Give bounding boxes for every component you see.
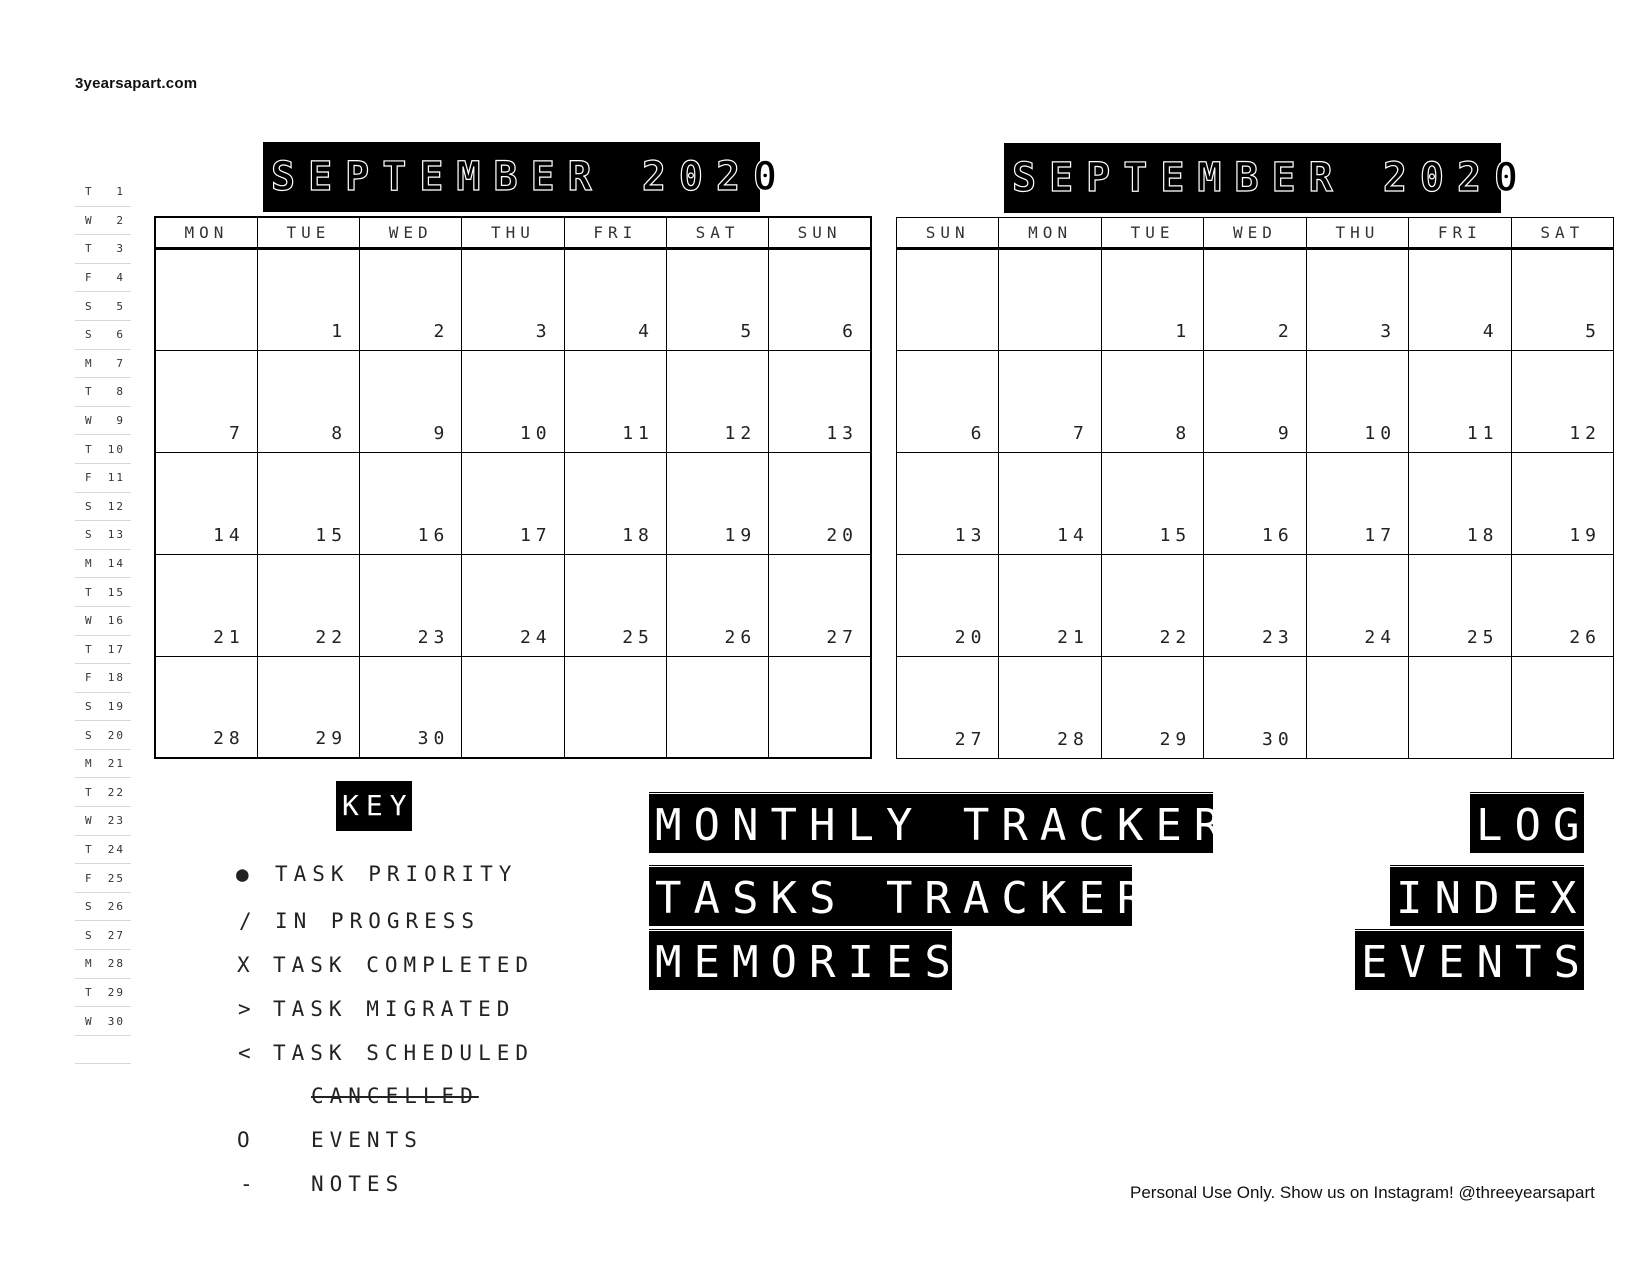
day-strip-date: 28 xyxy=(107,957,125,971)
calendar-day-cell: 9 xyxy=(360,350,462,452)
day-strip-date: 11 xyxy=(107,471,125,485)
key-symbol-progress: / xyxy=(239,909,252,933)
calendar-day-cell: 18 xyxy=(564,452,666,554)
day-strip-weekday: S xyxy=(85,900,92,914)
calendar-day-cell xyxy=(1511,657,1613,759)
weekday-header: SAT xyxy=(666,217,768,248)
calendar-day-cell: 30 xyxy=(360,656,462,758)
day-strip-date: 2 xyxy=(116,213,125,227)
calendar-day-cell xyxy=(1409,657,1511,759)
day-strip-row xyxy=(75,950,131,979)
calendar-day-cell: 21 xyxy=(999,555,1101,657)
day-strip-weekday: F xyxy=(85,671,92,685)
tracker-events: EVENTS xyxy=(1355,928,1584,990)
day-strip-row xyxy=(75,893,131,922)
calendar-day-cell: 23 xyxy=(360,554,462,656)
calendar-day-cell: 16 xyxy=(360,452,462,554)
calendar-day-cell: 11 xyxy=(1409,351,1511,453)
day-strip-row xyxy=(75,750,131,779)
day-strip-weekday: W xyxy=(85,213,92,227)
day-strip-weekday: T xyxy=(85,842,92,856)
calendar-day-cell: 3 xyxy=(462,248,564,350)
calendar-day-cell: 29 xyxy=(1101,657,1203,759)
calendar-week-row xyxy=(155,554,871,656)
key-label-migrated: TASK MIGRATED xyxy=(273,997,516,1021)
weekday-header: WED xyxy=(1204,218,1306,249)
calendar-day-cell: 4 xyxy=(564,248,666,350)
calendar-day-cell: 13 xyxy=(897,453,999,555)
weekday-header: MON xyxy=(155,217,257,248)
day-strip-weekday: W xyxy=(85,614,92,628)
day-strip-row xyxy=(75,979,131,1008)
calendar-day-cell: 11 xyxy=(564,350,666,452)
tracker-tasks: TASKS TRACKER xyxy=(649,864,1132,926)
day-strip-date: 23 xyxy=(107,814,125,828)
day-strip-row xyxy=(75,921,131,950)
day-strip-date: 6 xyxy=(116,328,125,342)
calendar-day-cell: 22 xyxy=(1101,555,1203,657)
day-strip-row xyxy=(75,721,131,750)
calendar-day-cell xyxy=(564,656,666,758)
day-strip-row xyxy=(75,321,131,350)
calendar-day-cell xyxy=(155,248,257,350)
calendar-day-cell: 23 xyxy=(1204,555,1306,657)
day-strip-row xyxy=(75,178,131,207)
day-strip-row xyxy=(75,435,131,464)
day-strip-weekday: M xyxy=(85,957,92,971)
day-strip-row xyxy=(75,1007,131,1036)
calendar-day-cell: 5 xyxy=(666,248,768,350)
day-strip-date: 13 xyxy=(107,528,125,542)
day-strip-date: 25 xyxy=(107,871,125,885)
key-label-priority: TASK PRIORITY xyxy=(275,862,518,886)
calendar-day-cell: 25 xyxy=(564,554,666,656)
weekday-header-row xyxy=(897,218,1614,249)
key-symbol-completed: X xyxy=(237,953,250,977)
weekday-header: TUE xyxy=(257,217,359,248)
calendar-day-cell xyxy=(769,656,871,758)
calendar-day-cell: 21 xyxy=(155,554,257,656)
calendar-day-cell: 2 xyxy=(360,248,462,350)
day-strip-row xyxy=(75,493,131,522)
calendar-day-cell: 12 xyxy=(1511,351,1613,453)
day-strip-row xyxy=(75,778,131,807)
calendar-day-cell: 19 xyxy=(666,452,768,554)
day-strip-row xyxy=(75,607,131,636)
calendar-day-cell: 24 xyxy=(1306,555,1408,657)
day-strip-weekday: M xyxy=(85,757,92,771)
calendar-day-cell: 22 xyxy=(257,554,359,656)
key-label-completed: TASK COMPLETED xyxy=(273,953,535,977)
tracker-monthly: MONTHLY TRACKER xyxy=(649,791,1213,853)
day-strip-date: 29 xyxy=(107,985,125,999)
day-strip-date: 1 xyxy=(116,185,125,199)
calendar-day-cell: 6 xyxy=(769,248,871,350)
day-strip-row xyxy=(75,521,131,550)
day-strip-row xyxy=(75,836,131,865)
calendar-day-cell: 9 xyxy=(1204,351,1306,453)
day-strip-date: 8 xyxy=(116,385,125,399)
day-strip-date: 24 xyxy=(107,842,125,856)
calendar-day-cell xyxy=(462,656,564,758)
weekday-header: FRI xyxy=(564,217,666,248)
calendar-day-cell: 14 xyxy=(155,452,257,554)
day-strip-weekday: T xyxy=(85,242,92,256)
day-strip-row xyxy=(75,207,131,236)
day-strip-date: 30 xyxy=(107,1014,125,1028)
day-strip-date: 9 xyxy=(116,414,125,428)
weekday-header: WED xyxy=(360,217,462,248)
calendar-day-cell: 7 xyxy=(155,350,257,452)
day-strip-row xyxy=(75,235,131,264)
day-strip-date: 7 xyxy=(116,356,125,370)
day-strip-weekday: F xyxy=(85,471,92,485)
day-strip-date: 12 xyxy=(107,499,125,513)
footer-note: Personal Use Only. Show us on Instagram! @threeyearsapart xyxy=(1130,1183,1595,1202)
calendar-day-cell: 10 xyxy=(462,350,564,452)
day-strip-row xyxy=(75,264,131,293)
calendar-week-row xyxy=(155,350,871,452)
key-label-events: EVENTS xyxy=(311,1128,423,1152)
weekday-header: SAT xyxy=(1511,218,1613,249)
day-strip-weekday: M xyxy=(85,557,92,571)
day-strip-blank-row xyxy=(75,1036,131,1064)
calendar-week-row xyxy=(155,248,871,350)
calendar-week-row xyxy=(897,351,1614,453)
calendar-day-cell: 13 xyxy=(769,350,871,452)
calendar-day-cell: 19 xyxy=(1511,453,1613,555)
calendar-day-cell: 3 xyxy=(1306,249,1408,351)
calendar-day-cell: 5 xyxy=(1511,249,1613,351)
calendar-day-cell: 1 xyxy=(1101,249,1203,351)
day-strip-row xyxy=(75,378,131,407)
calendar-week-row xyxy=(897,555,1614,657)
calendar-day-cell: 16 xyxy=(1204,453,1306,555)
key-label-scheduled: TASK SCHEDULED xyxy=(273,1041,535,1065)
key-label-cancelled: CANCELLED xyxy=(311,1084,479,1108)
calendar-day-cell: 2 xyxy=(1204,249,1306,351)
day-strip-weekday: T xyxy=(85,385,92,399)
calendar-day-cell: 4 xyxy=(1409,249,1511,351)
calendar-day-cell: 7 xyxy=(999,351,1101,453)
day-strip-row xyxy=(75,664,131,693)
calendar-day-cell: 28 xyxy=(999,657,1101,759)
weekday-header: THU xyxy=(1306,218,1408,249)
day-strip-row xyxy=(75,864,131,893)
day-strip-date: 18 xyxy=(107,671,125,685)
day-strip-weekday: W xyxy=(85,1014,92,1028)
calendar-week-row xyxy=(155,452,871,554)
weekday-header: TUE xyxy=(1101,218,1203,249)
calendar-day-cell xyxy=(897,249,999,351)
calendar-day-cell: 17 xyxy=(462,452,564,554)
calendar-day-cell: 14 xyxy=(999,453,1101,555)
calendar-left-title: SEPTEMBER 2020 xyxy=(263,142,760,212)
calendar-day-cell xyxy=(999,249,1101,351)
key-symbol-priority: ● xyxy=(236,862,249,886)
key-label-notes: NOTES xyxy=(311,1172,405,1196)
key-symbol-notes: - xyxy=(240,1172,253,1196)
calendar-right xyxy=(896,217,1614,759)
calendar-left xyxy=(154,216,872,759)
day-strip-row xyxy=(75,292,131,321)
calendar-day-cell: 25 xyxy=(1409,555,1511,657)
calendar-day-cell: 18 xyxy=(1409,453,1511,555)
calendar-day-cell: 20 xyxy=(769,452,871,554)
day-strip-date: 14 xyxy=(107,557,125,571)
calendar-day-cell: 26 xyxy=(1511,555,1613,657)
calendar-day-cell xyxy=(1306,657,1408,759)
day-strip-weekday: W xyxy=(85,814,92,828)
day-strip-row xyxy=(75,807,131,836)
day-strip-date: 4 xyxy=(116,271,125,285)
day-strip-date: 26 xyxy=(107,900,125,914)
day-strip-row xyxy=(75,407,131,436)
key-symbol-scheduled: < xyxy=(238,1041,251,1065)
day-strip-weekday: S xyxy=(85,928,92,942)
day-strip-weekday: W xyxy=(85,414,92,428)
day-strip-row xyxy=(75,578,131,607)
day-strip-row xyxy=(75,693,131,722)
day-strip-date: 10 xyxy=(107,442,125,456)
day-strip-weekday: S xyxy=(85,528,92,542)
day-strip-date: 20 xyxy=(107,728,125,742)
key-symbol-events: O xyxy=(237,1128,250,1152)
weekday-header-row xyxy=(155,217,871,248)
calendar-day-cell: 15 xyxy=(1101,453,1203,555)
day-strip-row xyxy=(75,636,131,665)
day-strip-date: 15 xyxy=(107,585,125,599)
day-strip-weekday: T xyxy=(85,785,92,799)
day-strip-weekday: F xyxy=(85,271,92,285)
day-strip-row xyxy=(75,350,131,379)
weekday-header: MON xyxy=(999,218,1101,249)
day-strip-date: 21 xyxy=(107,757,125,771)
day-strip-weekday: S xyxy=(85,499,92,513)
day-strip-weekday: F xyxy=(85,871,92,885)
day-strip-weekday: S xyxy=(85,328,92,342)
calendar-day-cell: 28 xyxy=(155,656,257,758)
weekday-header: SUN xyxy=(897,218,999,249)
site-url: 3yearsapart.com xyxy=(75,75,198,92)
weekday-header: FRI xyxy=(1409,218,1511,249)
calendar-day-cell: 1 xyxy=(257,248,359,350)
tracker-memories: MEMORIES xyxy=(649,928,952,990)
calendar-day-cell: 8 xyxy=(257,350,359,452)
calendar-day-cell: 27 xyxy=(897,657,999,759)
day-strip-weekday: T xyxy=(85,442,92,456)
key-title: KEY xyxy=(336,781,412,831)
weekday-header: SUN xyxy=(769,217,871,248)
calendar-day-cell: 29 xyxy=(257,656,359,758)
key-symbol-migrated: > xyxy=(238,997,251,1021)
calendar-day-cell: 6 xyxy=(897,351,999,453)
calendar-day-cell: 26 xyxy=(666,554,768,656)
day-strip-weekday: T xyxy=(85,185,92,199)
tracker-index: INDEX xyxy=(1390,864,1584,926)
day-strip-date: 27 xyxy=(107,928,125,942)
calendar-week-row xyxy=(155,656,871,758)
calendar-day-cell xyxy=(666,656,768,758)
day-strip-date: 5 xyxy=(116,299,125,313)
day-strip-weekday: T xyxy=(85,985,92,999)
calendar-week-row xyxy=(897,453,1614,555)
calendar-day-cell: 12 xyxy=(666,350,768,452)
tracker-log: LOG xyxy=(1470,791,1584,853)
calendar-day-cell: 8 xyxy=(1101,351,1203,453)
day-strip-row xyxy=(75,464,131,493)
day-strip-weekday: M xyxy=(85,356,92,370)
day-strip-date: 19 xyxy=(107,699,125,713)
calendar-day-cell: 24 xyxy=(462,554,564,656)
calendar-day-cell: 15 xyxy=(257,452,359,554)
day-strip-weekday: S xyxy=(85,728,92,742)
day-strip-date: 22 xyxy=(107,785,125,799)
calendar-week-row xyxy=(897,657,1614,759)
day-strip-weekday: T xyxy=(85,585,92,599)
day-strip-weekday: S xyxy=(85,699,92,713)
calendar-day-cell: 17 xyxy=(1306,453,1408,555)
day-strip-row xyxy=(75,550,131,579)
calendar-day-cell: 27 xyxy=(769,554,871,656)
calendar-right-title: SEPTEMBER 2020 xyxy=(1004,143,1501,213)
calendar-day-cell: 10 xyxy=(1306,351,1408,453)
calendar-day-cell: 30 xyxy=(1204,657,1306,759)
day-strip-weekday: T xyxy=(85,642,92,656)
day-strip-weekday: S xyxy=(85,299,92,313)
day-strip-date: 3 xyxy=(116,242,125,256)
weekday-header: THU xyxy=(462,217,564,248)
day-strip xyxy=(75,178,131,1064)
key-label-progress: IN PROGRESS xyxy=(275,909,481,933)
calendar-day-cell: 20 xyxy=(897,555,999,657)
day-strip-date: 17 xyxy=(107,642,125,656)
day-strip-date: 16 xyxy=(107,614,125,628)
calendar-week-row xyxy=(897,249,1614,351)
